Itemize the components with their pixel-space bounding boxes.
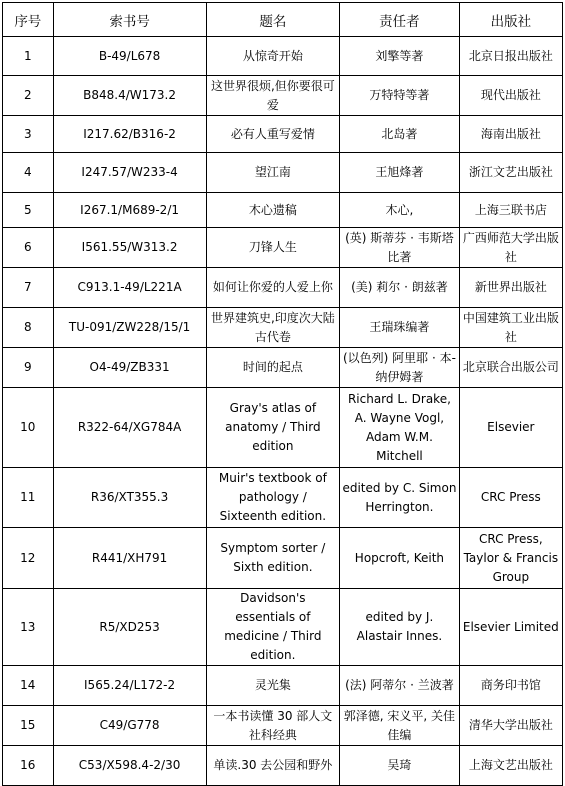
cell-author: 刘擎等著 — [340, 37, 459, 76]
cell-seq: 10 — [3, 388, 54, 468]
cell-title: 如何让你爱的人爱上你 — [206, 268, 340, 308]
cell-seq: 14 — [3, 666, 54, 706]
table-row — [3, 193, 563, 228]
table-row — [3, 76, 563, 116]
cell-author: 木心, — [340, 193, 459, 228]
table-row — [3, 116, 563, 153]
cell-seq: 5 — [3, 193, 54, 228]
cell-author: (美) 莉尔 · 朗兹著 — [340, 268, 459, 308]
table-row — [3, 528, 563, 589]
cell-call-number: I267.1/M689-2/1 — [53, 193, 206, 228]
cell-publisher: 北京联合出版公司 — [459, 348, 562, 388]
header-row — [3, 3, 563, 37]
table-row — [3, 468, 563, 528]
cell-title: 木心遗稿 — [206, 193, 340, 228]
cell-author: Richard L. Drake, A. Wayne Vogl, Adam W.M. Mitchell — [340, 388, 459, 468]
cell-author: 万特特等著 — [340, 76, 459, 116]
cell-call-number: I561.55/W313.2 — [53, 228, 206, 268]
cell-title: Muir's textbook of pathology / Sixteenth edition. — [206, 468, 340, 528]
cell-author: 北岛著 — [340, 116, 459, 153]
cell-title: Symptom sorter / Sixth edition. — [206, 528, 340, 589]
cell-title: Gray's atlas of anatomy / Third edition — [206, 388, 340, 468]
cell-author: 王瑞珠编著 — [340, 308, 459, 348]
cell-publisher: Elsevier — [459, 388, 562, 468]
cell-call-number: B848.4/W173.2 — [53, 76, 206, 116]
header-publisher: 出版社 — [459, 3, 562, 37]
cell-seq: 9 — [3, 348, 54, 388]
cell-title: Davidson's essentials of medicine / Third edition. — [206, 589, 340, 666]
cell-call-number: R441/XH791 — [53, 528, 206, 589]
cell-seq: 7 — [3, 268, 54, 308]
cell-call-number: TU-091/ZW228/15/1 — [53, 308, 206, 348]
cell-author: (法) 阿蒂尔 · 兰波著 — [340, 666, 459, 706]
cell-title: 世界建筑史,印度次大陆古代卷 — [206, 308, 340, 348]
cell-seq: 13 — [3, 589, 54, 666]
cell-seq: 11 — [3, 468, 54, 528]
cell-call-number: R36/XT355.3 — [53, 468, 206, 528]
cell-seq: 3 — [3, 116, 54, 153]
cell-publisher: 上海文艺出版社 — [459, 746, 562, 786]
table-row — [3, 308, 563, 348]
cell-title: 单读.30 去公园和野外 — [206, 746, 340, 786]
table-row — [3, 37, 563, 76]
table-row — [3, 706, 563, 746]
cell-publisher: 现代出版社 — [459, 76, 562, 116]
cell-call-number: I247.57/W233-4 — [53, 153, 206, 193]
cell-publisher: 北京日报出版社 — [459, 37, 562, 76]
cell-author: (以色列) 阿里耶 · 本-纳伊姆著 — [340, 348, 459, 388]
table-row — [3, 228, 563, 268]
cell-publisher: 广西师范大学出版社 — [459, 228, 562, 268]
cell-seq: 6 — [3, 228, 54, 268]
table-row — [3, 268, 563, 308]
cell-author: 王旭烽著 — [340, 153, 459, 193]
cell-call-number: C913.1-49/L221A — [53, 268, 206, 308]
header-call-number: 索书号 — [53, 3, 206, 37]
cell-publisher: 新世界出版社 — [459, 268, 562, 308]
cell-publisher: 上海三联书店 — [459, 193, 562, 228]
cell-author: edited by C. Simon Herrington. — [340, 468, 459, 528]
cell-publisher: CRC Press, Taylor & Francis Group — [459, 528, 562, 589]
cell-author: Hopcroft, Keith — [340, 528, 459, 589]
table-row — [3, 666, 563, 706]
cell-title: 时间的起点 — [206, 348, 340, 388]
table-row — [3, 746, 563, 786]
cell-call-number: C53/X598.4-2/30 — [53, 746, 206, 786]
cell-author: edited by J. Alastair Innes. — [340, 589, 459, 666]
cell-seq: 8 — [3, 308, 54, 348]
cell-call-number: B-49/L678 — [53, 37, 206, 76]
cell-seq: 12 — [3, 528, 54, 589]
header-seq: 序号 — [3, 3, 54, 37]
cell-publisher: 中国建筑工业出版社 — [459, 308, 562, 348]
cell-call-number: C49/G778 — [53, 706, 206, 746]
cell-call-number: R5/XD253 — [53, 589, 206, 666]
cell-author: 郭泽德, 宋义平, 关佳佳编 — [340, 706, 459, 746]
cell-publisher: 清华大学出版社 — [459, 706, 562, 746]
cell-publisher: Elsevier Limited — [459, 589, 562, 666]
book-list-table — [2, 2, 563, 786]
cell-publisher: 浙江文艺出版社 — [459, 153, 562, 193]
cell-seq: 16 — [3, 746, 54, 786]
cell-seq: 1 — [3, 37, 54, 76]
header-title: 题名 — [206, 3, 340, 37]
cell-author: 吴琦 — [340, 746, 459, 786]
cell-title: 望江南 — [206, 153, 340, 193]
table-row — [3, 348, 563, 388]
cell-publisher: 海南出版社 — [459, 116, 562, 153]
header-author: 责任者 — [340, 3, 459, 37]
cell-call-number: O4-49/ZB331 — [53, 348, 206, 388]
cell-call-number: I565.24/L172-2 — [53, 666, 206, 706]
cell-call-number: I217.62/B316-2 — [53, 116, 206, 153]
cell-title: 这世界很烦,但你要很可爱 — [206, 76, 340, 116]
cell-title: 灵光集 — [206, 666, 340, 706]
cell-author: (英) 斯蒂芬 · 韦斯塔比著 — [340, 228, 459, 268]
cell-title: 必有人重写爱情 — [206, 116, 340, 153]
cell-title: 一本书读懂 30 部人文社科经典 — [206, 706, 340, 746]
cell-title: 从惊奇开始 — [206, 37, 340, 76]
cell-seq: 15 — [3, 706, 54, 746]
cell-publisher: 商务印书馆 — [459, 666, 562, 706]
table-row — [3, 388, 563, 468]
cell-publisher: CRC Press — [459, 468, 562, 528]
cell-title: 刀锋人生 — [206, 228, 340, 268]
table-row — [3, 153, 563, 193]
cell-seq: 4 — [3, 153, 54, 193]
cell-seq: 2 — [3, 76, 54, 116]
cell-call-number: R322-64/XG784A — [53, 388, 206, 468]
table-row — [3, 589, 563, 666]
